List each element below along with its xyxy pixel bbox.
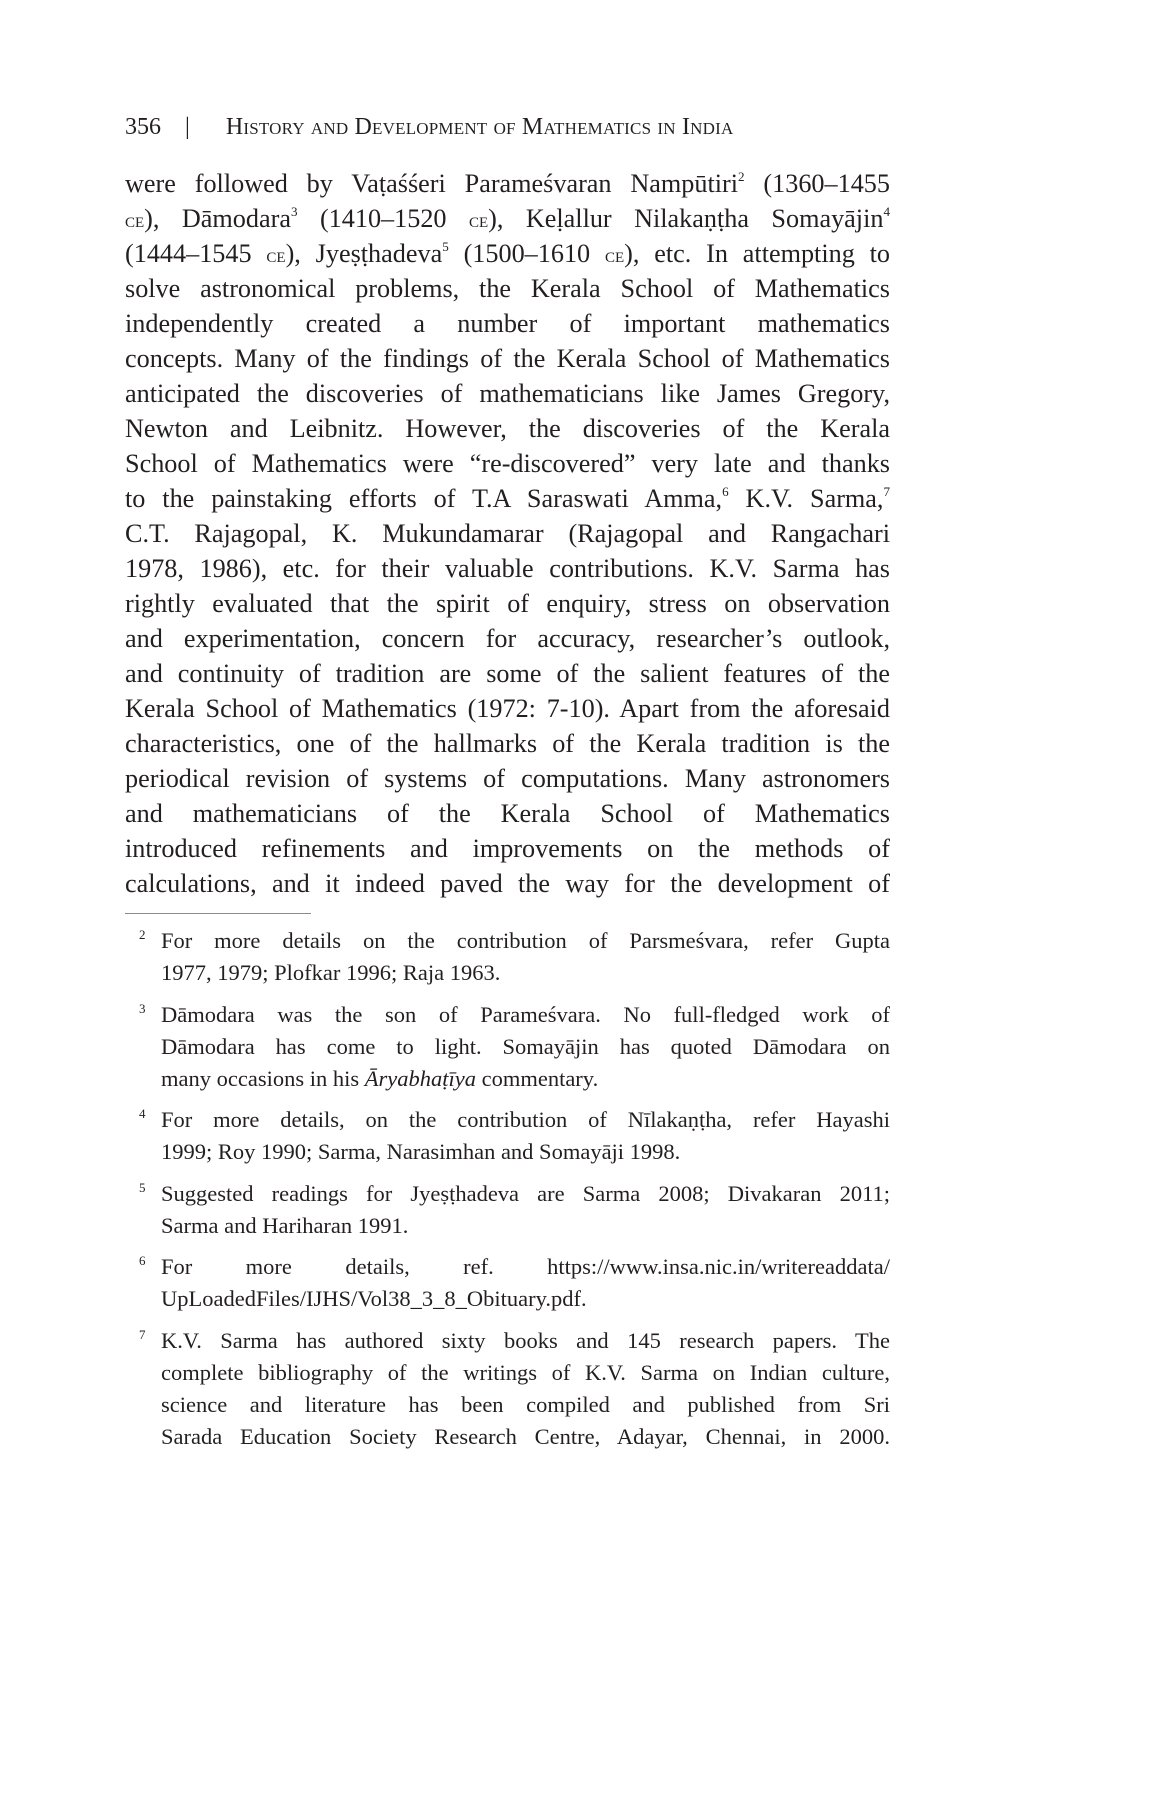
footnotes-section <box>125 925 890 1462</box>
footnote-reference[interactable]: 6 <box>722 483 729 499</box>
text-run: (1410–1520 <box>297 204 469 233</box>
body-line <box>125 481 890 516</box>
text-run: and experimentation, concern for accuracy, researcher’s outlook, <box>125 624 890 653</box>
text-run: calculations, and it indeed paved the way for the development of <box>125 869 890 898</box>
footnote-line <box>161 1063 890 1095</box>
body-line <box>125 586 890 621</box>
footnote-line <box>161 999 890 1031</box>
body-line <box>125 201 890 236</box>
text-run: K.V. Sarma has authored sixty books and 145 research papers. The <box>161 1327 890 1353</box>
text-run: For more details on the contribution of Parsmeśvara, refer Gupta <box>161 928 890 953</box>
footnote-line <box>161 1104 890 1136</box>
body-line <box>125 621 890 656</box>
footnote-number: 6 <box>139 1253 146 1268</box>
footnote-3 <box>125 999 890 1095</box>
text-run: Dāmodara has come to light. Somayājin has quoted Dāmodara on <box>161 1033 890 1059</box>
footnote-reference[interactable]: 2 <box>738 168 745 184</box>
text-run: science and literature has been compiled and published from Sri <box>161 1391 890 1417</box>
body-line <box>125 271 890 306</box>
text-run: periodical revision of systems of computations. Many astronomers <box>125 764 890 793</box>
era-abbreviation: ce <box>266 243 286 267</box>
text-run: commentary. <box>475 1065 599 1091</box>
footnote-4 <box>125 1104 890 1168</box>
era-abbreviation: ce <box>468 208 489 232</box>
body-line <box>125 551 890 586</box>
footnote-line <box>161 1136 890 1168</box>
text-run: K.V. Sarma, <box>728 484 884 513</box>
body-line <box>125 656 890 691</box>
body-line <box>125 516 890 551</box>
footnote-number: 4 <box>139 1106 146 1121</box>
text-run: For more details, on the contribution of Nīlakaṇṭha, refer Hayashi <box>161 1107 890 1132</box>
header-separator: | <box>185 114 190 140</box>
text-run: UpLoadedFiles/IJHS/Vol38_3_8_Obituary.pdf. <box>161 1286 587 1311</box>
footnote-line <box>161 1031 890 1063</box>
text-run: (1500–1610 <box>448 239 605 268</box>
footnote-7 <box>125 1325 890 1453</box>
body-line <box>125 691 890 726</box>
text-run: Suggested readings for Jyeṣṭhadeva are Sarma 2008; Divakaran 2011; <box>161 1180 890 1206</box>
italic-title: Āryabhaṭīya <box>364 1065 476 1091</box>
body-line <box>125 831 890 866</box>
footnote-5 <box>125 1178 890 1242</box>
footnote-6 <box>125 1251 890 1315</box>
era-abbreviation: ce <box>604 243 625 267</box>
footnote-line <box>161 1283 890 1315</box>
text-run: solve astronomical problems, the Kerala School of Mathematics <box>125 274 890 303</box>
text-run: Sarada Education Society Research Centre, Adayar, Chennai, in 2000. <box>161 1423 890 1449</box>
text-run: anticipated the discoveries of mathematicians like James Gregory, <box>125 379 890 408</box>
footnote-number: 2 <box>139 927 146 942</box>
text-run: characteristics, one of the hallmarks of the Kerala tradition is the <box>125 729 890 758</box>
text-run: (1360–1455 <box>744 169 890 198</box>
body-line <box>125 866 890 901</box>
text-run: ), Dāmodara <box>144 204 291 233</box>
footnote-line <box>161 1251 890 1283</box>
text-run: concepts. Many of the findings of the Kerala School of Mathematics <box>125 344 890 373</box>
footnote-reference[interactable]: 5 <box>442 238 449 254</box>
text-run: introduced refinements and improvements on the methods of <box>125 834 890 863</box>
running-title: History and Development of Mathematics in India <box>225 114 734 140</box>
text-run: 1999; Roy 1990; Sarma, Narasimhan and Somayāji 1998. <box>161 1139 681 1164</box>
text-run: ), Keḷallur Nilakaṇṭha Somayājin <box>488 204 884 233</box>
footnote-line <box>161 925 890 957</box>
text-run: School of Mathematics were “re-discovered” very late and thanks <box>125 449 890 478</box>
body-line <box>125 761 890 796</box>
running-head <box>125 112 890 142</box>
text-run: and continuity of tradition are some of the salient features of the <box>125 659 890 688</box>
footnote-line <box>161 1421 890 1453</box>
footnote-reference[interactable]: 7 <box>883 483 890 499</box>
body-line <box>125 166 890 201</box>
footnote-reference[interactable]: 3 <box>290 203 298 219</box>
footnote-number: 5 <box>139 1179 146 1195</box>
footnote-line <box>161 1357 890 1389</box>
era-abbreviation: ce <box>125 208 145 232</box>
footnote-line <box>161 957 890 989</box>
text-run: 1977, 1979; Plofkar 1996; Raja 1963. <box>161 960 501 985</box>
text-run: Newton and Leibnitz. However, the discoveries of the Kerala <box>125 414 890 443</box>
text-run: complete bibliography of the writings of K.V. Sarma on Indian culture, <box>161 1359 890 1385</box>
text-run: ), etc. In attempting to <box>624 239 890 268</box>
footnote-line <box>161 1210 890 1242</box>
text-run: (1444–1545 <box>125 239 267 268</box>
footnote-line <box>161 1389 890 1421</box>
footnote-number: 7 <box>139 1326 146 1342</box>
footnote-2 <box>125 925 890 989</box>
body-line <box>125 236 890 271</box>
body-line <box>125 726 890 761</box>
footnote-reference[interactable]: 4 <box>883 203 890 219</box>
page-number: 356 <box>125 114 161 140</box>
text-run: ), Jyeṣṭhadeva <box>285 239 443 268</box>
text-run: independently created a number of important mathematics <box>125 309 890 338</box>
text-run: were followed by Vaṭaśśeri Parameśvaran Nampūtiri <box>125 169 739 198</box>
text-run: rightly evaluated that the spirit of enquiry, stress on observation <box>125 589 890 618</box>
body-line <box>125 376 890 411</box>
text-run: and mathematicians of the Kerala School of Mathematics <box>125 799 890 828</box>
text-run: For more details, ref. https://www.insa.nic.in/writereaddata/ <box>161 1254 890 1279</box>
body-line <box>125 341 890 376</box>
body-line <box>125 796 890 831</box>
text-run: Kerala School of Mathematics (1972: 7-10). Apart from the aforesaid <box>125 694 890 723</box>
body-line <box>125 306 890 341</box>
text-run: to the painstaking efforts of T.A Saraswati Amma, <box>125 484 723 513</box>
body-line <box>125 446 890 481</box>
footnote-divider <box>125 913 311 914</box>
footnote-line <box>161 1178 890 1210</box>
body-paragraph <box>125 166 890 901</box>
text-run: many occasions in his <box>161 1065 365 1091</box>
text-run: 1978, 1986), etc. for their valuable contributions. K.V. Sarma has <box>125 554 890 583</box>
footnote-line <box>161 1325 890 1357</box>
text-run: Dāmodara was the son of Parameśvara. No full-fledged work of <box>161 1001 890 1027</box>
text-run: Sarma and Hariharan 1991. <box>161 1212 409 1238</box>
text-run: C.T. Rajagopal, K. Mukundamarar (Rajagopal and Rangachari <box>125 519 890 548</box>
footnote-number: 3 <box>139 1000 146 1016</box>
body-line <box>125 411 890 446</box>
